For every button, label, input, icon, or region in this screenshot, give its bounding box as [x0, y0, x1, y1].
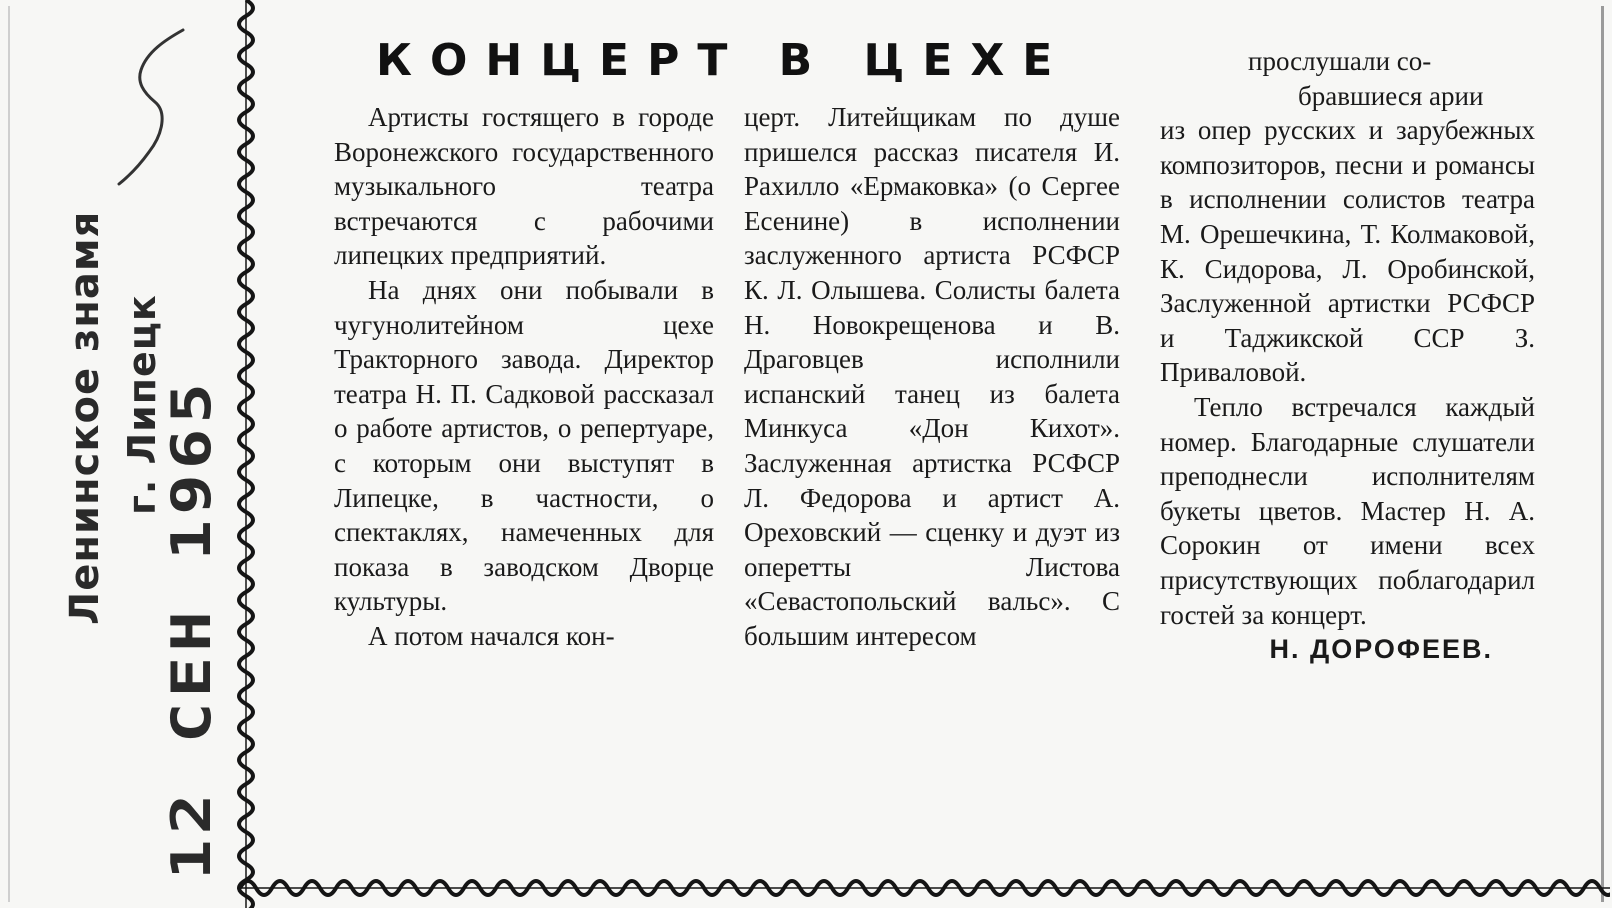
paragraph: церт. Литейщикам по душе пришелся рассказ писателя И. Рахилло «Ермаковка» (о Сергее Есенине) в исполнении заслуженного артиста РСФСР К. Л. Олышева. Солисты балета Н. Новокрещенова и В. Драговцев исполнили испанский танец из балета Минкуса «Дон Кихот». Заслуженная артистка РСФСР Л. Федорова и артист А. Ореховский — сценку и дуэт из оперетты Листова «Севастопольский вальс». С большим интересом	[744, 102, 1120, 651]
wavy-bottom-rule	[240, 868, 1610, 904]
stamp-newspaper-name: Ленинское знамя	[62, 210, 108, 625]
paragraph: На днях они побывали в чугунолитейном цехе Тракторного завода. Директор театра Н. П. Садковой рассказал о работе артистов, о репертуаре, с которым они выступят в Липецке, в частности, о спектаклях, намеченных для показа в заводском Дворце культуры.	[334, 274, 714, 617]
paragraph: А потом начался кон-	[368, 620, 615, 651]
author-signature: Н. ДОРОФЕЕВ.	[1269, 634, 1493, 665]
stamp-city: г. Липецк	[120, 294, 164, 515]
paragraph: из опер русских и зарубежных композиторов, песни и романсы в исполнении солистов театра М. Орешечкина, Т. Колмаковой, К. Сидорова, Л. Оробинской, Заслуженной артистки РСФСР и Таджикской ССР З. Приваловой.	[1160, 115, 1535, 388]
paragraph: Артисты гостящего в городе Воронежского государственного музыкального театра встречаются с рабочими липецких предприятий.	[334, 102, 714, 271]
article-column-3	[1160, 44, 1535, 667]
wavy-column-rule	[226, 0, 266, 908]
article-headline: КОНЦЕРТ В ЦЕХЕ	[376, 35, 1071, 86]
article-column-1	[334, 100, 714, 654]
article-column-2	[744, 100, 1120, 654]
paragraph: Тепло встречался каждый номер. Благодарные слушатели преподнесли исполнителям букеты цветов. Мастер Н. А. Сорокин от имени всех присутствующих поблагодарил гостей за концерт.	[1160, 391, 1535, 630]
paragraph-fragment: прослушали со-	[1248, 46, 1432, 76]
handwritten-mark	[105, 12, 195, 192]
paragraph-fragment: бравшиеся арии	[1298, 80, 1484, 111]
stamp-date: 12 СЕН 1965	[160, 377, 223, 880]
